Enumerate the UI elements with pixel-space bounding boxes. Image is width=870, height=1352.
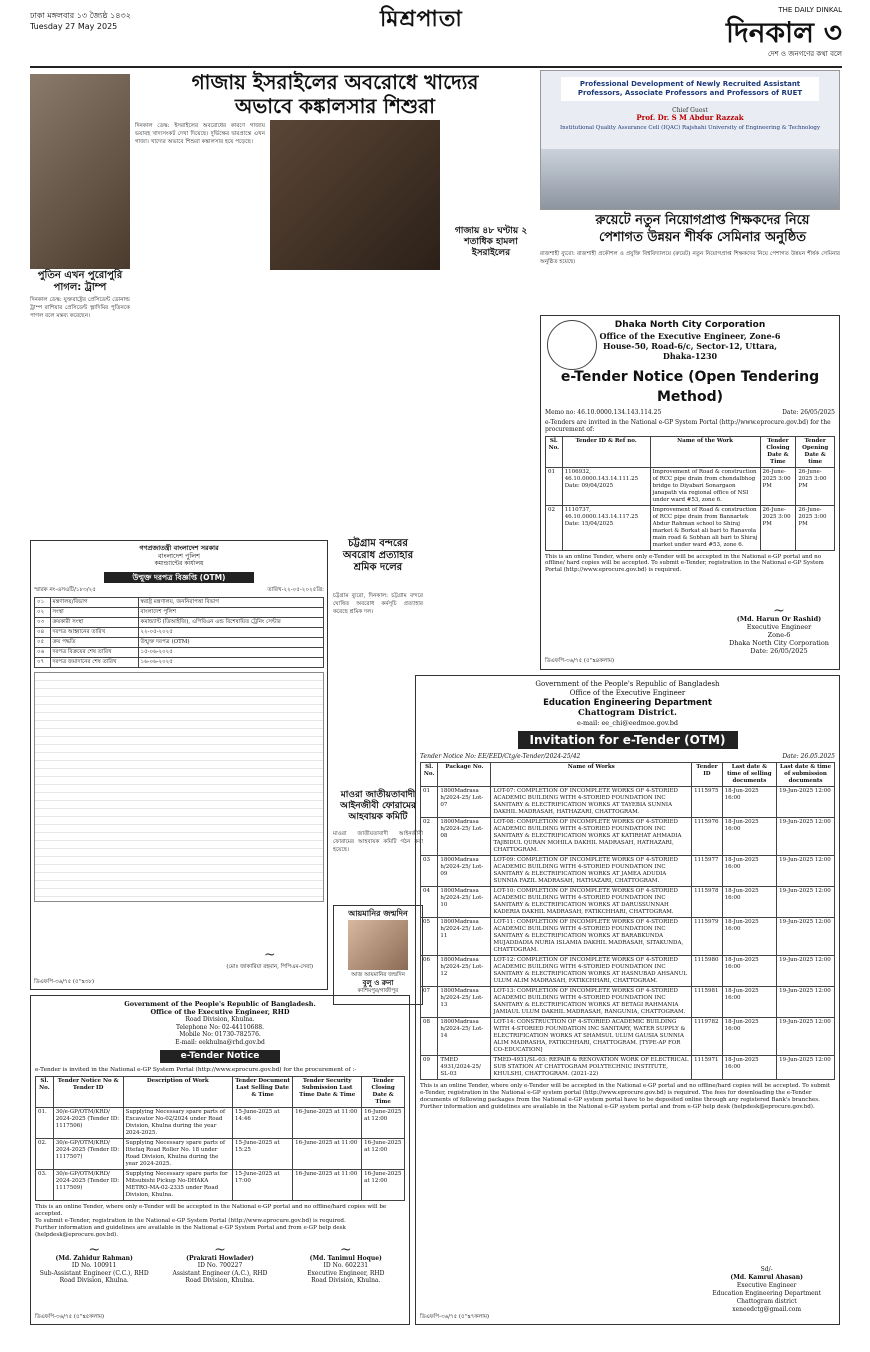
police-table-row: [35, 617, 324, 627]
eed-table-row: [421, 818, 835, 856]
eed-table-cell: 19-Jun-2025 12:00: [777, 1018, 835, 1056]
date-bn: ঢাকা মঙ্গলবার ১৩ জ্যৈষ্ঠ ১৪৩২: [30, 11, 131, 20]
police-table-cell: দরপত্র বিক্রয়ের শেষ তারিখ: [50, 647, 138, 657]
eed-table-cell: LOT-10: COMPLETION OF INCOMPLETE WORKS OF 4-STORIED ACADEMIC BUILDING WITH 4-STORIED FOUNDATION INC SANITARY & ELECTRIFICATION WORKS AT DARUSSUNNAH KADERIA DAKHIL MADRASAH, FATIKCHHARI, CHATTOGRAM.: [491, 887, 692, 918]
rhd-signer: [161, 1242, 279, 1285]
dncc-table-header-cell: Tender Opening Date & time: [796, 436, 835, 467]
rhd-signer-title: Sub-Assistant Engineer (C.C.), RHD: [39, 1269, 149, 1277]
police-table-cell: ০৪: [35, 627, 51, 637]
rhd-email: E-mail: eekhulna@rhd.gov.bd: [175, 1038, 265, 1046]
eed-table-cell: 08: [421, 1018, 438, 1056]
rhd-table-header-cell: Sl. No.: [36, 1077, 54, 1108]
rhd-signer-div: Road Division, Khulna.: [311, 1277, 381, 1285]
rhd-signer-name: (Md. Zahidur Rahman): [55, 1254, 133, 1262]
ruet-headline: [565, 212, 840, 246]
police-memo-row: [34, 587, 324, 594]
eed-table-cell: 19-Jun-2025 12:00: [777, 887, 835, 918]
police-gov: গণপ্রজাতন্ত্রী বাংলাদেশ সরকার: [139, 544, 219, 552]
gaza-body-col1: দিনকাল ডেস্ক: ইসরাইলের অবরোধের কারণে গাজায় ভয়াবহ খাদ্যসংকট দেখা দিয়েছে। দুর্ভিক্ষের দ্বারপ্রান্তে এখন গাজা। খাদ্যের অভাবে শিশুরা কঙ্কালসার হয়ে পড়েছে।: [135, 123, 265, 146]
eed-signer-dept: Education Engineering Department: [712, 1290, 821, 1297]
police-table-cell: মন্ত্রণালয়/বিভাগ: [50, 597, 138, 607]
rhd-title: e-Tender Notice: [160, 1050, 280, 1063]
dncc-table-cell: 1106932, 46.10.0000.143.14.111.25 Date: 09/04/2025: [562, 467, 650, 505]
birthday-photo: [348, 920, 408, 970]
rhd-note-2: To submit e-Tender, registration in the National e-GP System Portal (http://www.eprocure.gov.bd) is required.: [35, 1218, 346, 1225]
rhd-signer: [287, 1242, 405, 1285]
birthday-place: কাশিমপুর/গাজীপুর: [357, 987, 399, 994]
eed-table-cell: 19-Jun-2025 12:00: [777, 856, 835, 887]
police-signature-block: [226, 947, 313, 971]
eed-table-cell: 18-Jun-2025 16:00: [722, 787, 776, 818]
eed-table-row: [421, 987, 835, 1018]
rhd-table-cell: 02.: [36, 1139, 54, 1170]
rhd-signer-id: ID No. 602231: [323, 1262, 369, 1270]
dncc-table-cell: 26-June- 2025 3:00 PM: [760, 505, 796, 550]
rhd-intro: e-Tender is invited in the National e-GP System Portal (http://www.eprocure.gov.bd) for the procurement of :-: [35, 1067, 357, 1074]
rhd-table-header-cell: Tender Notice No & Tender ID: [53, 1077, 123, 1108]
eed-table-cell: 18-Jun-2025 16:00: [722, 887, 776, 918]
rhd-table-row: [36, 1108, 405, 1139]
ruet-body: রাজশাহী ব্যুরো: রাজশাহী প্রকৌশল ও প্রযুক্তি বিশ্ববিদ্যালয়ে (রুয়েট) নতুন নিয়োগপ্রাপ্ত শিক্ষকদের নিয়ে পেশাগত উন্নয়ন শীর্ষক সেমিনার অনুষ্ঠিত হয়েছে।: [540, 251, 840, 266]
police-table-row: [35, 597, 324, 607]
eed-table-cell: 1115975: [692, 787, 723, 818]
police-table-row: [35, 647, 324, 657]
dncc-signer-name: (Md. Harun Or Rashid): [736, 615, 822, 623]
rhd-signer-div: Road Division, Khulna.: [185, 1277, 255, 1285]
eed-table-cell: 06: [421, 956, 438, 987]
rhd-phone: Telephone No: 02-44110688.: [175, 1023, 265, 1031]
police-table-cell: ০৭: [35, 657, 51, 667]
rhd-table-cell: 15-June-2025 at 14:46: [233, 1108, 293, 1139]
date-en: Tuesday 27 May 2025: [30, 22, 118, 31]
rhd-table-cell: 03.: [36, 1170, 54, 1201]
dncc-table-cell: 02: [546, 505, 563, 550]
dncc-table-cell: Improvement of Road & construction of RCC pipe drain from chondalbhog bridge to Diyabari Sonargaon janapath via regional office of NSI under ward #53, zone 6.: [650, 467, 760, 505]
rhd-office: Office of the Executive Engineer, RHD: [150, 1008, 290, 1017]
eed-signature-block: [712, 1266, 821, 1314]
birthday-title: আয়মানির জন্মদিন: [348, 908, 408, 918]
eed-table-row: [421, 918, 835, 956]
rhd-signer-id: ID No. 100911: [71, 1262, 117, 1270]
eed-table-cell: 1115978: [692, 887, 723, 918]
rhd-table-cell: 16-June-2025 at 12:00: [362, 1170, 405, 1201]
eed-table-cell: 19-Jun-2025 12:00: [777, 787, 835, 818]
dncc-table-cell: 1110737, 46.10.0000.143.14.117.25 Date: 15/04/2025: [562, 505, 650, 550]
rhd-signature: ~: [214, 1242, 226, 1259]
police-otm-notice: [30, 540, 328, 990]
police-table-cell: ১৫-০৬-২০২৫: [138, 647, 324, 657]
birthday-caption: আজ আয়মানির জন্মদিন: [351, 972, 405, 978]
police-table-cell: সংস্থা: [50, 607, 138, 617]
rhd-signers: [35, 1242, 405, 1285]
eed-table-cell: 03: [421, 856, 438, 887]
rhd-note-3: Further information and guidelines are available in the National e-GP System Portal and from e-GP help desk (helpdesk@eprocure.gov.bd).: [35, 1225, 346, 1239]
eed-notice-row: [420, 753, 835, 761]
dncc-signer-date: Date: 26/05/2025: [750, 647, 808, 655]
eed-table-cell: 19-Jun-2025 12:00: [777, 956, 835, 987]
eed-notice-no: Tender Notice No: EE/EED/Ctg/e-Tender/2024-25/42: [420, 752, 581, 760]
dncc-signature: ~: [773, 603, 785, 619]
dncc-footer: ডিএফপি-৩৬/৭৫ (৫''x৪কলাম): [545, 658, 615, 665]
eed-table-cell: 1800Madrasa h/2024-25/ Lot-07: [438, 787, 491, 818]
rhd-table-cell: 16-June-2025 at 12:00: [362, 1139, 405, 1170]
rhd-table-cell: 16-June-2025 at 11:00: [293, 1170, 362, 1201]
rhd-division: Road Division, Khulna.: [185, 1016, 255, 1024]
rhd-signer-div: Road Division, Khulna.: [59, 1277, 129, 1285]
rhd-table-cell: 16-June-2025 at 12:00: [362, 1108, 405, 1139]
rhd-table-cell: Supplying Necessary spare parts for Mitsubishi Pickup No-DHAKA METRO-MA-02-2335 under Road Division, Khulna.: [123, 1170, 232, 1201]
rhd-table-cell: 30/e-GP/OTM/KRD/ 2024-2025 (Tender ID: 1117506): [53, 1108, 123, 1139]
dncc-address-1: House-50, Road-6/c, Sector-12, Uttara,: [602, 341, 778, 351]
dncc-note: This is an online Tender, where only e-Tender will be accepted in the National e-GP portal and no offline/ hard copies will be accepted. To submit e-Tender, registration in the National e-GP System Portal (http://www.eprocure.gov.bd) is required.: [545, 553, 824, 574]
putin-headline: পুতিন এখন পুরোপুরি পাগল: ট্রাম্প: [37, 270, 123, 293]
rhd-table-cell: 30/e-GP/OTM/KRD/ 2024-2025 (Tender ID: 1117507): [53, 1139, 123, 1170]
police-table-cell: দরপত্র জমাদানের শেষ তারিখ: [50, 657, 138, 667]
eed-table-cell: 05: [421, 918, 438, 956]
maoists-body: মাওরা জাতীয়তাবাদী আইনজীবী ফোরামের আহবায়ক কমিটি গঠন করা হয়েছে।: [333, 831, 423, 854]
dncc-signature-block: [729, 603, 829, 655]
eed-table-cell: 09: [421, 1056, 438, 1080]
police-table-cell: বাংলাদেশ পুলিশ: [138, 607, 324, 617]
rhd-table-row: [36, 1139, 405, 1170]
ruet-headline-line1: রুয়েটে নতুন নিয়োগপ্রাপ্ত শিক্ষকদের নিয়ে: [595, 213, 810, 228]
police-date: তারিখ-২২-০৫-২০২৫খ্রি:: [267, 586, 324, 593]
rhd-signer-name: (Md. Tanimul Hoque): [309, 1254, 382, 1262]
eed-table-cell: LOT-09: COMPLETION OF INCOMPLETE WORKS OF 4-STORIED ACADEMIC BUILDING WITH 4-STORIED FOUNDATION INC SANITARY & ELECTRIFICATION WORKS AT JAMEA ADUDIA SUNNIA FAZIL MADRASAH, HATHAZARI, CHATTOGRAM.: [491, 856, 692, 887]
police-table-cell: কমান্ড্যান্ট (ডিআইজি), এপিবিএন এন্ড বিশেষায়িত ট্রেনিং সেন্টার: [138, 617, 324, 627]
police-table-cell: ০৩: [35, 617, 51, 627]
rhd-table-header-cell: Tender Closing Date & Time: [362, 1077, 405, 1108]
dncc-table-header-cell: Tender ID & Ref no.: [562, 436, 650, 467]
eed-table-cell: 18-Jun-2025 16:00: [722, 918, 776, 956]
eed-signer-title: Executive Engineer: [736, 1282, 797, 1289]
police-table-row: [35, 627, 324, 637]
gaza-sub-body: [446, 262, 536, 534]
ruet-banner: Professional Development of Newly Recruited Assistant Professors, Associate Professors and Professors of RUET: [561, 77, 819, 101]
eed-table-cell: 18-Jun-2025 16:00: [722, 987, 776, 1018]
eed-district: Chattogram District.: [578, 708, 677, 719]
eed-table-row: [421, 1018, 835, 1056]
eed-date: Date: 26.05.2025: [782, 752, 835, 760]
maoists-headline: মাওরা জাতীয়তাবাদী আইনজীবী ফোরামের আহবায়ক কমিটি: [340, 790, 416, 822]
putin-body: দিনকাল ডেস্ক: যুক্তরাষ্ট্রের প্রেসিডেন্ট ডোনাল্ড ট্রাম্প রাশিয়ার প্রেসিডেন্ট ভ্লাদিমির পুতিনকে পাগল বলে মন্তব্য করেছেন।: [30, 297, 130, 320]
gaza-headline-line2: অভাবে কঙ্কালসার শিশুরা: [235, 94, 435, 118]
dncc-address-2: Dhaka-1230: [662, 351, 718, 361]
dncc-table-header-cell: Name of the Work: [650, 436, 760, 467]
rhd-table-cell: 15-June-2025 at 17:00: [233, 1170, 293, 1201]
police-table-cell: স্বরাষ্ট্র মন্ত্রণালয়, জননিরাপত্তা বিভাগ: [138, 597, 324, 607]
rhd-table-header-cell: Tender Document Last Selling Date & Time: [233, 1077, 293, 1108]
rhd-table-row: [36, 1170, 405, 1201]
rhd-table-cell: 16-June-2025 at 11:00: [293, 1139, 362, 1170]
eed-table-cell: 1800Madrasa h/2024-25/ Lot-09: [438, 856, 491, 887]
police-office: কমান্ড্যান্টের কার্যালয়: [154, 560, 204, 568]
eed-table-cell: LOT-13: COMPLETION OF INCOMPLETE WORKS OF 4-STORIED ACADEMIC BUILDING WITH 4-STORIED FOUNDATION INC SANITARY & ELECTRIFICATION WORKS AT BETAGI RAHMANIA JAMIAUL ULUM DAKHIL MADRASAH, RANGUNIA, CHATTOGRAM.: [491, 987, 692, 1018]
masthead: [30, 6, 842, 68]
eed-table-cell: 1800Madrasa h/2024-25/ Lot-14: [438, 1018, 491, 1056]
dncc-logo: [547, 320, 597, 370]
eed-table-cell: LOT-14: CONSTRUCTION OF 4-STORIED ACADEMIC BUILDING WITH 4-STORIED FOUNDATION INC SANITARY, WATER SUPPLY & ELECTRIFICATION WORKS AT SHAMSUL ULUM GAUSIA SUNNIA ALIM MADRASHA, FATIKCHHARI, CHATTOGRAM. [TYPE-AP FOR CO-EDUCATION]: [491, 1018, 692, 1056]
eed-signer-sd: Sd/-: [760, 1266, 773, 1273]
eed-table-cell: 19-Jun-2025 12:00: [777, 987, 835, 1018]
eed-table-cell: TMED 4931/2024-25/ SL-03: [438, 1056, 491, 1080]
dncc-table-row: [546, 467, 835, 505]
eed-table-header-cell: Sl. No.: [421, 763, 438, 787]
eed-gov: Government of the People's Republic of Bangladesh: [535, 680, 720, 688]
police-table-cell: দরপত্র আহ্বানের তারিখ: [50, 627, 138, 637]
police-table-row: [35, 657, 324, 667]
rhd-table-cell: 16-June-2025 at 11:00: [293, 1108, 362, 1139]
eed-signer-email: xeneedctg@gmail.com: [732, 1306, 802, 1313]
dncc-table-cell: 01: [546, 467, 563, 505]
port-headline: চট্টগ্রাম বন্দরের অবরোধ প্রত্যাহার শ্রমিক দলের: [342, 538, 414, 573]
eed-table-cell: LOT-07: COMPLETION OF INCOMPLETE WORKS OF 4-STORIED ACADEMIC BUILDING WITH 4-STORIED FOUNDATION INC SANITARY & ELECTRIFICATION WORKS AT TAYEBIA SUNNIA DAKHIL MADRASAH, HATHAZARI, CHATTOGRAM.: [491, 787, 692, 818]
eed-table-cell: 1800Madrasa h/2024-25/ Lot-13: [438, 987, 491, 1018]
rhd-gov: Government of the People's Republic of Bangladesh.: [124, 1000, 316, 1008]
eed-table-cell: 1800Madrasa h/2024-25/ Lot-11: [438, 918, 491, 956]
dncc-table-cell: 26-June- 2025 3:00 PM: [760, 467, 796, 505]
gaza-sub-headline: গাজায় ৪৮ ঘণ্টায় ২ শতাধিক হামলা ইসরাইলের: [454, 226, 528, 258]
logo-en: THE DAILY DINKAL: [778, 6, 842, 14]
eed-table-cell: TMED-4931/SL-03: REPAIR & RENOVATION WORK OF ELECTRICAL SUB STATION AT CHATTOGRAM POLYTECHNIC INSTITUTE, KHULSHI, CHATTOGRAM. (2021-22): [491, 1056, 692, 1080]
ruet-stage: [541, 149, 839, 209]
section-title: মিশ্রপাতা: [380, 7, 463, 32]
eed-table-cell: 18-Jun-2025 16:00: [722, 1018, 776, 1056]
gaza-children-photo: [270, 120, 440, 270]
dncc-signer-title: Executive Engineer: [746, 623, 812, 631]
dncc-table-cell: 26-June- 2025 3:00 PM: [796, 505, 835, 550]
eed-tender-notice: [415, 675, 840, 1325]
dncc-memo: Memo no: 46.10.0000.134.143.114.25: [545, 409, 662, 416]
newspaper-logo: [726, 6, 842, 59]
eed-table-cell: 18-Jun-2025 16:00: [722, 956, 776, 987]
eed-table-header-cell: Name of Works: [491, 763, 692, 787]
eed-table-header-cell: Last date & time of selling documents: [722, 763, 776, 787]
rhd-tender-table: [35, 1076, 405, 1201]
police-table-cell: ০৬: [35, 647, 51, 657]
eed-dept: Education Engineering Department: [543, 697, 712, 708]
rhd-signer-name: (Prakrati Howlader): [186, 1254, 254, 1262]
eed-signer-name: (Md. Kamrul Ahasan): [730, 1274, 803, 1281]
ruet-headline-line2: পেশাগত উন্নয়ন শীর্ষক সেমিনার অনুষ্ঠিত: [598, 230, 807, 245]
ruet-seminar-photo: [540, 70, 840, 210]
birthday-box: [333, 905, 423, 1005]
eed-table-row: [421, 787, 835, 818]
eed-table-cell: LOT-12: COMPLETION OF INCOMPLETE WORKS OF 4-STORIED ACADEMIC BUILDING WITH 4-STORIED FOUNDATION INC SANITARY & ELECTRIFICATION WORKS AT HASNUBAD AHSANUL ULUM ALIM MADRASAH, FATIKCHHARI, CHATTOGRAM.: [491, 956, 692, 987]
dncc-table-header-cell: Tender Closing Date & Time: [760, 436, 796, 467]
dncc-table-row: [546, 505, 835, 550]
eed-table-cell: 19-Jun-2025 12:00: [777, 1056, 835, 1080]
police-table-cell: ০৫: [35, 637, 51, 647]
dncc-table-cell: Improvement of Road & construction of RCC pipe drain from Bannartek Abdur Rahman school to Shiraj market & Borkat ali bari to Ranavola main road & Sobhan ali bari to Shiraj market under ward #53, zone 6.: [650, 505, 760, 550]
eed-table-row: [421, 1056, 835, 1080]
birthday-names: বুলু ও রুনা: [362, 977, 394, 987]
eed-tender-table: [420, 762, 835, 1080]
gaza-body-col2: [270, 274, 440, 534]
eed-table-cell: 1115977: [692, 856, 723, 887]
police-table-cell: ০২: [35, 607, 51, 617]
eed-table-cell: 18-Jun-2025 16:00: [722, 1056, 776, 1080]
dncc-signer-zone: Zone-6: [767, 631, 791, 639]
rhd-table-header-cell: Tender Security Submission Last Time Date & Time: [293, 1077, 362, 1108]
police-signature: ~: [263, 946, 276, 963]
eed-table-cell: 1115971: [692, 1056, 723, 1080]
eed-table-cell: 18-Jun-2025 16:00: [722, 856, 776, 887]
trump-putin-photo: [30, 74, 130, 269]
eed-table-cell: 1800Madrasa h/2024-25/ Lot-12: [438, 956, 491, 987]
dncc-signer-org: Dhaka North City Corporation: [729, 639, 829, 647]
police-footer: ডিএফপি-৩৬/৭৫ (৫''x৩৮): [34, 979, 95, 986]
rhd-footer: ডিএফপি-৩৬/৭৫ (৫''x৫কলাম): [35, 1314, 105, 1321]
eed-office: Office of the Executive Engineer: [569, 688, 686, 697]
police-table-cell: ক্রয়কারী সংস্থা: [50, 617, 138, 627]
eed-footer: ডিএফপি-৩৬/৭৫ (৫''x৭কলাম): [420, 1314, 490, 1321]
dncc-office: Office of the Executive Engineer, Zone-6: [599, 331, 781, 341]
police-table-cell: উন্মুক্ত দরপত্র (OTM): [138, 637, 324, 647]
eed-table-cell: 1119782: [692, 1018, 723, 1056]
eed-note: This is an online Tender, where only e-Tender will be accepted in the National e-GP portal and no offline/hard copies will be accepted. To submit e-Tender, registration in the National e-GP system portal (http://www.eprocure.gov.bd) is required. The fees for downloading the e-Tender documents of following packages from the National e-GP system portal have to be deposited online through any registered Bank's branches. Further information and guidelines are available in the National e-GP system portal and from e-GP help desk (helpdesk@eprocure.gov.bd).: [420, 1083, 831, 1111]
police-table-row: [35, 637, 324, 647]
eed-table-cell: 19-Jun-2025 12:00: [777, 918, 835, 956]
rhd-table-cell: Supplying Necessary spare parts of Excavator No-02/2024 under Road Division, Khulna during the year 2024-2025.: [123, 1108, 232, 1139]
rhd-table-cell: 30/e-GP/OTM/KRD/ 2024-2025 (Tender ID: 1117509): [53, 1170, 123, 1201]
ruet-chief-guest-name: Prof. Dr. S M Abdur Razzak: [636, 113, 744, 122]
gaza-body-col3: [446, 122, 536, 222]
eed-table-row: [421, 956, 835, 987]
eed-email: e-mail: ee_chi@eedmoe.gov.bd: [576, 718, 679, 727]
police-table-row: [35, 607, 324, 617]
eed-table-cell: 1800Madrasa h/2024-25/ Lot-08: [438, 818, 491, 856]
police-memo: স্মারক নং-এসএটি/১৮৩/২৫: [34, 586, 96, 593]
eed-table-cell: 19-Jun-2025 12:00: [777, 818, 835, 856]
police-table-detail: [34, 672, 324, 902]
dncc-org: Dhaka North City Corporation: [614, 320, 766, 330]
port-body: চট্টগ্রাম ব্যুরো, দিনকাল: চট্টগ্রাম বন্দরে ঘোষিত অবরোধ কর্মসূচি প্রত্যাহার করেছে শ্রমিক দল।: [333, 593, 423, 616]
eed-title: Invitation for e-Tender (OTM): [518, 731, 738, 749]
dncc-intro: e-Tenders are invited in the National e-GP System Portal (http://www.eprocure.gov.bd) for the procurement of:: [545, 418, 831, 433]
rhd-table-header-cell: Description of Work: [123, 1077, 232, 1108]
police-table: [34, 597, 324, 668]
rhd-signer-title: Assistant Engineer (A.C.), RHD: [172, 1269, 268, 1277]
eed-signer-district: Chattogram district: [736, 1298, 797, 1305]
eed-table-row: [421, 887, 835, 918]
dncc-table-cell: 26-June- 2025 3:00 PM: [796, 467, 835, 505]
page-number: ৩: [823, 15, 842, 49]
eed-table-cell: 01: [421, 787, 438, 818]
rhd-signature: ~: [88, 1242, 101, 1259]
ruet-chief-guest-label: Chief Guest: [672, 106, 708, 114]
eed-table-cell: 1115976: [692, 818, 723, 856]
police-dept: বাংলাদেশ পুলিশ: [158, 552, 200, 561]
police-title: উন্মুক্ত দরপত্র বিজ্ঞপ্তি (OTM): [104, 572, 254, 583]
police-signer: (মোঃ জাকারিয়া রহমান, পিপিএম-সেবা): [226, 964, 313, 971]
eed-table-cell: 1115980: [692, 956, 723, 987]
eed-table-cell: LOT-11: COMPLETION OF INCOMPLETE WORKS OF 4-STORIED ACADEMIC BUILDING WITH 4-STORIED FOUNDATION INC SANITARY & ELECTRIFICATION WORKS AT BARABKUNDA MUJADDADIA NURIA ISLAMIA DAKHIL MADRASAH, SITAKUNDA, CHATTOGRAM.: [491, 918, 692, 956]
logo-text: দিনকাল: [726, 15, 815, 49]
rhd-signature: ~: [339, 1242, 352, 1259]
rhd-table-cell: Supplying Necessary spare parts of Ittefaq Road Roller No. 18 under Road Division, Khulna during the year 2024-2025.: [123, 1139, 232, 1170]
eed-table-cell: LOT-08: COMPLETION OF INCOMPLETE WORKS OF 4-STORIED ACADEMIC BUILDING WITH 4-STORIED FOUNDATION INC SANITARY & ELECTRIFICATION WORKS AT KATIRHAT AHMADIA TAJBIDUL QURAN MOHILA DAKHIL MADRASAH, HATHAZARI, CHATTOGRAM.: [491, 818, 692, 856]
eed-table-cell: 1115981: [692, 987, 723, 1018]
eed-table-header-cell: Package No.: [438, 763, 491, 787]
police-table-cell: ক্রয় পদ্ধতি: [50, 637, 138, 647]
eed-table-cell: 1800Madrasa h/2024-25/ Lot-10: [438, 887, 491, 918]
rhd-note-1: This is an online Tender, where only e-Tender will be accepted in the National e-GP portal and no offline/hard copies will be accepted.: [35, 1204, 387, 1218]
rhd-mobile: Mobile No: 01730-782576.: [179, 1031, 261, 1039]
eed-table-cell: 07: [421, 987, 438, 1018]
police-table-cell: ১৬-০৬-২০২৫: [138, 657, 324, 667]
eed-table-row: [421, 856, 835, 887]
rhd-signer-title: Executive Engineer, RHD: [307, 1269, 385, 1277]
eed-table-cell: 1115979: [692, 918, 723, 956]
rhd-table-cell: 15-June-2025 at 15:25: [233, 1139, 293, 1170]
rhd-signer: [35, 1242, 153, 1285]
masthead-date: [30, 10, 131, 32]
eed-table-header-cell: Tender ID: [692, 763, 723, 787]
dncc-tender-table: [545, 436, 835, 551]
eed-table-cell: 02: [421, 818, 438, 856]
dncc-title: e-Tender Notice (Open Tendering Method): [560, 369, 820, 405]
logo-tagline: দেশ ও জনগণের কথা বলে: [767, 49, 842, 58]
gaza-headline: [135, 70, 535, 118]
dncc-date: Date: 26/05/2025: [782, 409, 835, 416]
rhd-signer-id: ID No. 700227: [197, 1262, 243, 1270]
rhd-table-cell: 01.: [36, 1108, 54, 1139]
gaza-headline-line1: গাজায় ইসরাইলের অবরোধে খাদ্যের: [191, 70, 479, 94]
rhd-tender-notice: [30, 995, 410, 1325]
eed-table-cell: 04: [421, 887, 438, 918]
ruet-organizer: Institutional Quality Assurance Cell (IQAC) Rajshahi University of Engineering & Technology: [559, 124, 821, 131]
police-table-cell: ০১: [35, 597, 51, 607]
dncc-tender-notice: [540, 315, 840, 670]
eed-table-cell: 18-Jun-2025 16:00: [722, 818, 776, 856]
police-table-cell: ২২-০৫-২০২৫: [138, 627, 324, 637]
dncc-memo-row: [545, 409, 835, 417]
dncc-table-header-cell: Sl. No.: [546, 436, 563, 467]
eed-table-header-cell: Last date & time of submission documents: [777, 763, 835, 787]
